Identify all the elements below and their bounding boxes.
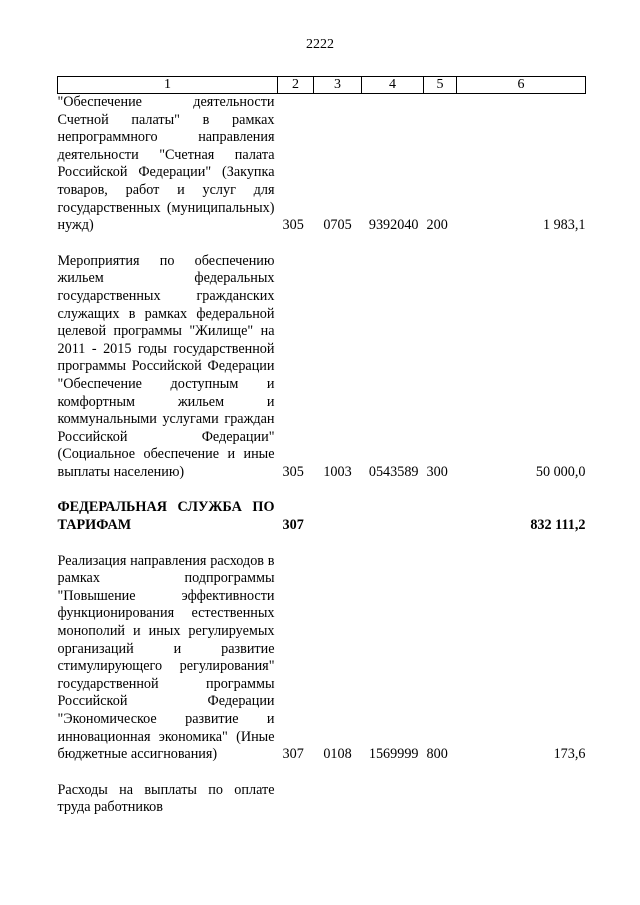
agency-total-amount: 832 111,2: [530, 517, 586, 534]
table-row: [58, 94, 586, 235]
row-target-code: 9392040: [368, 217, 419, 234]
column-header-3: 3: [314, 77, 362, 94]
row-amount: [457, 764, 586, 818]
row-expense-type: [424, 481, 457, 534]
row-expense-type: 200: [426, 217, 448, 234]
row-section-code: 1003: [323, 463, 352, 480]
column-header-2: 2: [278, 77, 314, 94]
column-header-6: 6: [457, 77, 586, 94]
column-header-5: 5: [424, 77, 457, 94]
column-header-4: 4: [362, 77, 424, 94]
row-target-code: [362, 481, 424, 534]
row-amount: 173,6: [553, 746, 586, 763]
row-target-code: 0543589: [368, 463, 419, 480]
row-section-code: 0705: [323, 217, 352, 234]
row-name: "Обеспечение деятельности Счетной палаты" в рамках непрограммного направления деятельности "Счетная палата Российской Федерации" (Закупка товаров, работ и услуг для государственных (муниципальных) нужд): [57, 94, 275, 234]
row-amount: 50 000,0: [535, 463, 586, 480]
table-row-agency: [58, 481, 586, 534]
row-name: Реализация направления расходов в рамках подпрограммы "Повышение эффективности функционирования естественных монополий и иных регулируемых организаций и развитие стимулирующего регулирования" государственной программы Российской Федерации "Экономическое развитие и инновационная экономика" (Иные бюджетные ассигнования): [57, 552, 275, 763]
row-expense-type: [424, 764, 457, 818]
row-section-code: 0108: [323, 746, 352, 763]
row-ministry-code: 305: [282, 463, 304, 480]
row-target-code: [362, 764, 424, 818]
table-row: [58, 535, 586, 764]
row-ministry-code: 305: [282, 217, 304, 234]
column-header-1: 1: [58, 77, 278, 94]
page-number: 2222: [306, 37, 334, 52]
agency-name: ФЕДЕРАЛЬНАЯ СЛУЖБА ПО ТАРИФАМ: [57, 499, 275, 534]
row-section-code: [314, 481, 362, 534]
row-amount: 1 983,1: [542, 217, 586, 234]
table-header-row: [58, 77, 586, 94]
row-target-code: 1569999: [368, 746, 419, 763]
row-expense-type: 300: [426, 463, 448, 480]
table-row: [58, 235, 586, 482]
row-expense-type: 800: [426, 746, 448, 763]
row-name: Мероприятия по обеспечению жильем федеральных государственных гражданских служащих в рамках федеральной целевой программы "Жилище" на 2011 - 2015 годы государственной программы Российской Федерации "Обеспечение доступным и комфортным жильем и коммунальными услугами граждан Российской Федерации" (Социальное обеспечение и иные выплаты населению): [57, 252, 275, 480]
row-ministry-code: [278, 764, 314, 818]
agency-ministry-code: 307: [282, 517, 304, 534]
table-row: [58, 764, 586, 818]
row-name: Расходы на выплаты по оплате труда работников: [57, 781, 275, 816]
row-section-code: [314, 764, 362, 818]
budget-table: [57, 76, 586, 818]
row-ministry-code: 307: [282, 746, 304, 763]
